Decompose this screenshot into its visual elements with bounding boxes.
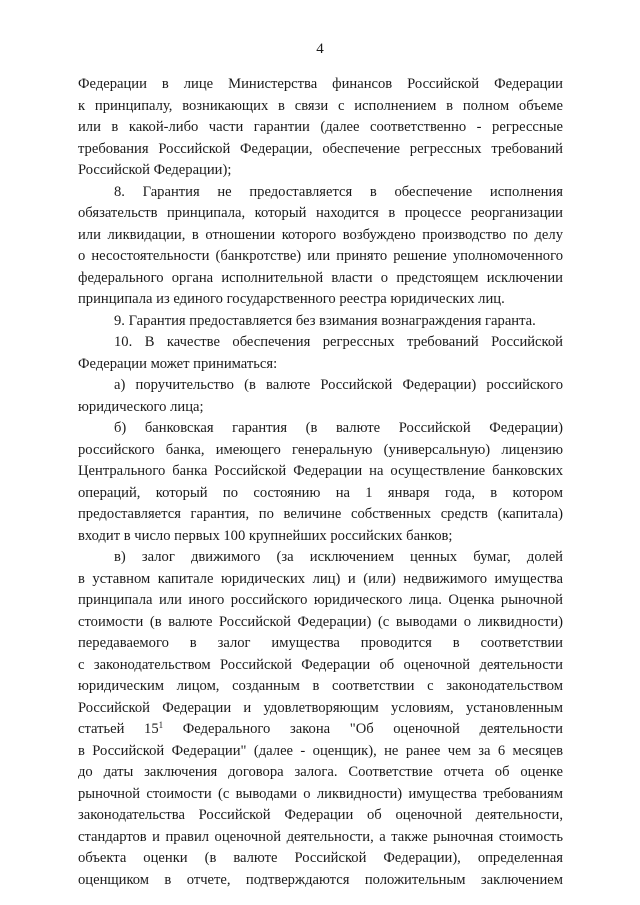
text-line-content: предоставляется гарантия, по величине собственных средств (капитала) bbox=[78, 506, 563, 522]
text-line bbox=[78, 870, 563, 892]
text-line-content: входит в число первых 100 крупнейших российских банков; bbox=[78, 527, 453, 544]
text-line-content: принципала или иного российского юридического лица. Оценка рыночной bbox=[78, 592, 563, 608]
text-line-content: Федерации может приниматься: bbox=[78, 355, 278, 372]
text-line-content: Федерации в лице Министерства финансов Российской Федерации bbox=[78, 76, 563, 92]
text-line-content: до даты заключения договора залога. Соответствие отчета об оценке bbox=[78, 764, 563, 780]
text-line-content: передаваемого в залог имущества проводится в соответствии bbox=[78, 635, 563, 651]
text-line-content: 10. В качестве обеспечения регрессных требований Российской bbox=[114, 334, 563, 350]
superscript-number: 1 bbox=[158, 720, 164, 730]
text-line-content: требования Российской Федерации, обеспечение регрессных требований bbox=[78, 140, 563, 157]
text-line-content: объекта оценки (в валюте Российской Федерации), определенная bbox=[78, 850, 563, 866]
text-line-content: стоимости (в валюте Российской Федерации) (с выводами о ликвидности) bbox=[78, 613, 563, 630]
text-line bbox=[78, 117, 563, 139]
text-line bbox=[78, 590, 563, 612]
page-number: 4 bbox=[316, 41, 324, 57]
text-line bbox=[78, 96, 563, 118]
text-line-content: с законодательством Российской Федерации об оценочной деятельности bbox=[78, 656, 563, 673]
text-line bbox=[78, 698, 563, 720]
text-line bbox=[78, 74, 563, 96]
text-line bbox=[78, 805, 563, 827]
text-line bbox=[78, 203, 563, 225]
text-line-content: законодательства Российской Федерации об оценочной деятельности, bbox=[78, 807, 563, 823]
text-line bbox=[78, 848, 563, 870]
text-line bbox=[78, 612, 563, 634]
text-line bbox=[78, 655, 563, 677]
text-line bbox=[78, 375, 563, 397]
text-line-content: стандартов и правил оценочной деятельности, а также рыночная стоимость bbox=[78, 828, 563, 845]
text-line bbox=[78, 504, 563, 526]
text-line bbox=[78, 762, 563, 784]
text-line bbox=[78, 289, 563, 311]
text-line bbox=[78, 547, 563, 569]
text-line bbox=[78, 139, 563, 161]
text-line bbox=[78, 354, 563, 376]
text-line-content: Российской Федерации и удовлетворяющим условиям, установленным bbox=[78, 699, 563, 716]
text-line bbox=[78, 418, 563, 440]
text-line-content: а) поручительство (в валюте Российской Федерации) российского bbox=[114, 377, 563, 393]
text-line bbox=[78, 182, 563, 204]
text-line bbox=[78, 633, 563, 655]
text-line-content: юридическим лицом, созданным в соответствии с законодательством bbox=[78, 678, 563, 694]
text-line-content: статьей 15 bbox=[78, 721, 159, 737]
text-line bbox=[78, 483, 563, 505]
text-line-content: 9. Гарантия предоставляется без взимания вознаграждения гаранта. bbox=[114, 312, 536, 329]
text-line bbox=[78, 440, 563, 462]
text-line-content: или в какой-либо части гарантии (далее соответственно - регрессные bbox=[78, 119, 563, 135]
text-line-content: или ликвидации, в отношении которого возбуждено производство по делу bbox=[78, 226, 563, 243]
text-line-content: рыночной стоимости (с выводами о ликвидности) имущества требованиям bbox=[78, 785, 563, 802]
text-line bbox=[78, 827, 563, 849]
text-line-content: в) залог движимого (за исключением ценных бумаг, долей bbox=[114, 549, 563, 565]
text-line-content: к принципалу, возникающих в связи с исполнением в полном объеме bbox=[78, 97, 563, 114]
text-line-content: оценщиком в отчете, подтверждаются положительным заключением bbox=[78, 871, 563, 888]
text-line bbox=[78, 784, 563, 806]
text-line-content: 8. Гарантия не предоставляется в обеспечение исполнения bbox=[114, 183, 563, 200]
text-line-content: юридического лица; bbox=[78, 398, 204, 415]
text-line-content: Российской Федерации); bbox=[78, 162, 232, 178]
text-line-content: обязательств принципала, который находится в процессе реорганизации bbox=[78, 205, 563, 221]
text-line-content: о несостоятельности (банкротстве) или принято решение уполномоченного bbox=[78, 248, 563, 264]
text-line bbox=[78, 461, 563, 483]
text-line-content: в уставном капитале юридических лиц) и (или) недвижимого имущества bbox=[78, 570, 563, 587]
text-line-content: принципала из единого государственного реестра юридических лиц. bbox=[78, 291, 505, 307]
text-line-content: российского банка, имеющего генеральную (универсальную) лицензию bbox=[78, 441, 563, 458]
text-line bbox=[78, 225, 563, 247]
text-line bbox=[78, 160, 563, 182]
text-line-content: в Российской Федерации" (далее - оценщик), не ранее чем за 6 месяцев bbox=[78, 742, 563, 759]
text-line bbox=[78, 332, 563, 354]
text-line bbox=[78, 719, 563, 741]
text-line bbox=[78, 569, 563, 591]
text-line bbox=[78, 311, 563, 333]
text-line bbox=[78, 246, 563, 268]
text-line-content: федерального органа исполнительной власти о предстоящем исключении bbox=[78, 269, 563, 286]
text-line bbox=[78, 676, 563, 698]
text-line bbox=[78, 526, 563, 548]
text-line bbox=[78, 741, 563, 763]
text-line-content: Центрального банка Российской Федерации на осуществление банковских bbox=[78, 463, 563, 479]
text-line bbox=[78, 268, 563, 290]
document-body bbox=[78, 74, 563, 891]
text-line-content: б) банковская гарантия (в валюте Российской Федерации) bbox=[114, 420, 563, 436]
text-line-content: операций, который по состоянию на 1 января года, в котором bbox=[78, 484, 563, 501]
text-line-continuation: Федерального закона "Об оценочной деятельности bbox=[163, 721, 563, 737]
text-line bbox=[78, 397, 563, 419]
